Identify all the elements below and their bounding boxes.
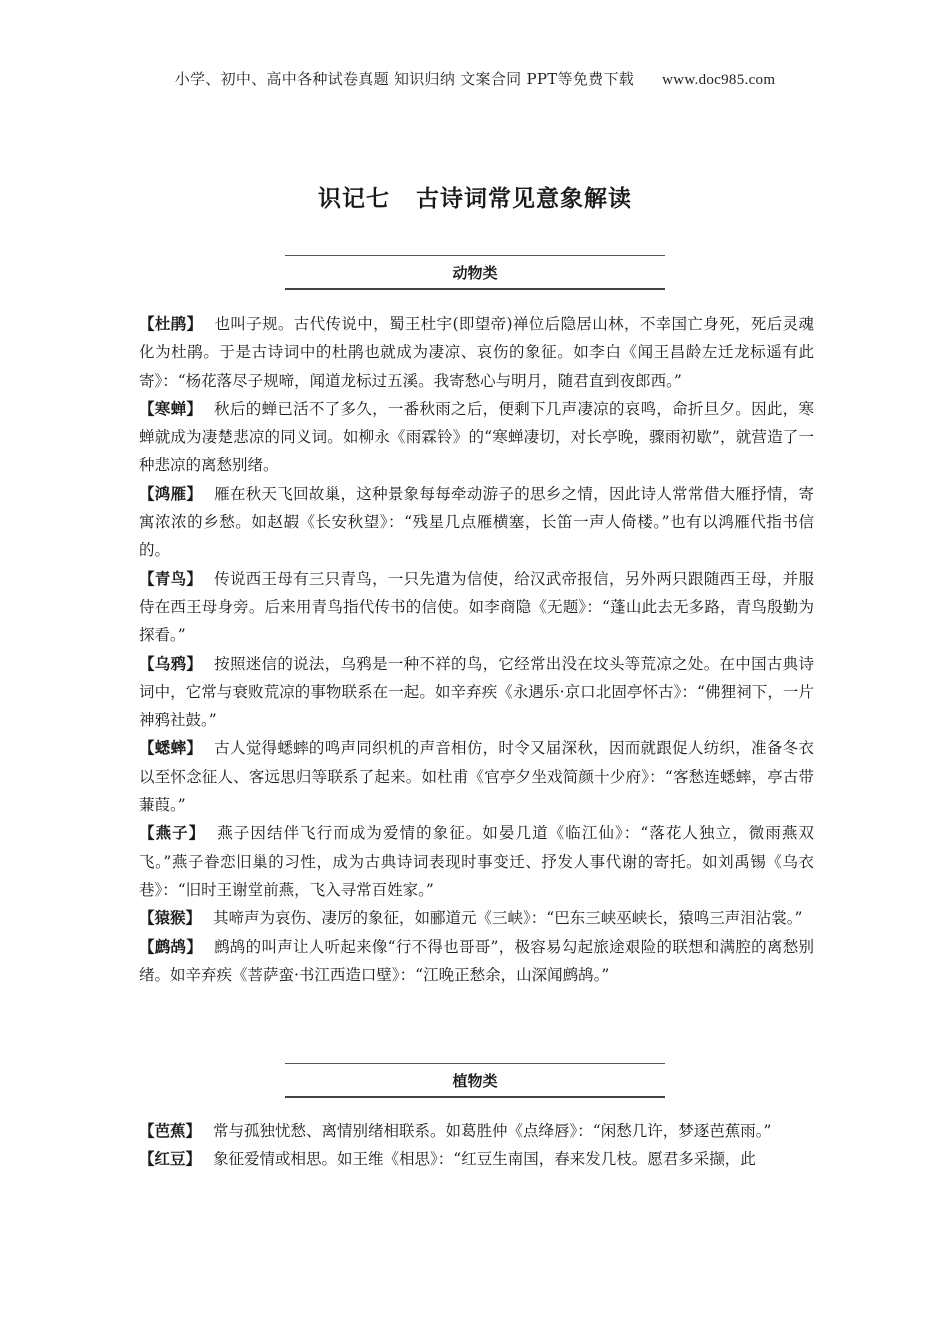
entry-term: 【鸿雁】 xyxy=(139,484,203,503)
entry xyxy=(139,904,814,932)
entry-text: 也叫子规。古代传说中，蜀王杜宇(即望帝)禅位后隐居山林，不幸国亡身死，死后灵魂化为杜鹃。于是古诗词中的杜鹃也就成为凄凉、哀伤的象征。如李白《闻王昌龄左迁龙标遥有此寄》：“杨花落尽子规啼，闻道龙标过五溪。我寄愁心与明月，随君直到夜郎西。” xyxy=(139,315,814,390)
entry-term: 【红豆】 xyxy=(139,1150,202,1169)
entry-text: 常与孤独忧愁、离情别绪相联系。如葛胜仲《点绛唇》：“闲愁几许，梦逐芭蕉雨。” xyxy=(213,1122,772,1140)
entry-term: 【乌鸦】 xyxy=(139,654,203,673)
entry-term: 【青鸟】 xyxy=(139,569,203,588)
entry-text: 按照迷信的说法，乌鸦是一种不祥的鸟，它经常出没在坟头等荒凉之处。在中国古典诗词中，它常与衰败荒凉的事物联系在一起。如辛弃疾《永遇乐·京口北固亭怀古》：“佛狸祠下，一片神鸦社鼓。” xyxy=(139,654,814,730)
entry xyxy=(139,480,814,565)
entry-term: 【猿猴】 xyxy=(139,909,202,928)
section-rule-bottom xyxy=(285,288,665,290)
entry xyxy=(139,1117,814,1145)
entry xyxy=(139,734,814,819)
section-label: 动物类 xyxy=(452,264,498,282)
entry-term: 【杜鹃】 xyxy=(139,315,203,333)
entry-list xyxy=(139,1117,814,1174)
section-heading xyxy=(285,255,665,290)
entry-term: 【寒蝉】 xyxy=(139,399,203,418)
title-part2: 古诗词常见意象解读 xyxy=(416,186,632,212)
entry-text: 其啼声为哀伤、凄厉的象征，如郦道元《三峡》：“巴东三峡巫峡长，猿鸣三声泪沾裳。” xyxy=(213,909,803,928)
entry xyxy=(139,310,814,395)
entry-list xyxy=(139,310,814,989)
entry-term: 【芭蕉】 xyxy=(139,1122,202,1140)
section-label: 植物类 xyxy=(452,1072,498,1090)
entry-text: 雁在秋天飞回故巢，这种景象每每牵动游子的思乡之情，因此诗人常常借大雁抒情，寄寓浓浓的乡愁。如赵嘏《长安秋望》：“残星几点雁横塞，长笛一声人倚楼。”也有以鸿雁代指书信的。 xyxy=(139,484,814,560)
entry-term: 【蟋蟀】 xyxy=(139,739,203,758)
page-title xyxy=(0,180,950,213)
entry-text: 传说西王母有三只青鸟，一只先遣为信使，给汉武帝报信，另外两只跟随西王母，并服侍在西王母身旁。后来用青鸟指代传书的信使。如李商隐《无题》：“蓬山此去无多路，青鸟殷勤为探看。” xyxy=(139,569,814,645)
section-heading xyxy=(285,1063,665,1098)
entry-term: 【燕子】 xyxy=(139,824,206,843)
header-text: 小学、初中、高中各种试卷真题 知识归纳 文案合同 PPT等免费下载 xyxy=(174,70,635,88)
section-rule-bottom xyxy=(285,1096,665,1098)
entry xyxy=(139,933,814,990)
page-header xyxy=(0,68,950,89)
header-site: www.doc985.com xyxy=(662,72,776,88)
entry-text: 古人觉得蟋蟀的鸣声同织机的声音相仿，时令又届深秋，因而就跟促人纺织，准备冬衣以至怀念征人、客远思归等联系了起来。如杜甫《官亭夕坐戏简颜十少府》：“客愁连蟋蟀，亭古带蒹葭。” xyxy=(139,739,814,815)
entry xyxy=(139,565,814,650)
entry xyxy=(139,1145,814,1173)
entry-term: 【鹧鸪】 xyxy=(139,937,203,956)
entry-text: 燕子因结伴飞行而成为爱情的象征。如晏几道《临江仙》：“落花人独立，微雨燕双飞。”燕子眷恋旧巢的习性，成为古典诗词表现时事变迁、抒发人事代谢的寄托。如刘禹锡《乌衣巷》：“旧时王谢堂前燕，飞入寻常百姓家。” xyxy=(139,824,814,899)
entry-text: 秋后的蝉已活不了多久，一番秋雨之后，便剩下几声凄凉的哀鸣，命折旦夕。因此，寒蝉就成为凄楚悲凉的同义词。如柳永《雨霖铃》的“寒蝉凄切，对长亭晚，骤雨初歇”，就营造了一种悲凉的离愁别绪。 xyxy=(139,399,814,475)
entry xyxy=(139,395,814,480)
entry xyxy=(139,819,814,904)
entry-text: 象征爱情或相思。如王维《相思》：“红豆生南国，春来发几枝。愿君多采撷，此 xyxy=(213,1150,756,1169)
title-part1: 识记七 xyxy=(318,186,390,212)
entry xyxy=(139,650,814,735)
entry-text: 鹧鸪的叫声让人听起来像“行不得也哥哥”，极容易勾起旅途艰险的联想和满腔的离愁别绪。如辛弃疾《菩萨蛮·书江西造口壁》：“江晚正愁余，山深闻鹧鸪。” xyxy=(139,937,814,984)
